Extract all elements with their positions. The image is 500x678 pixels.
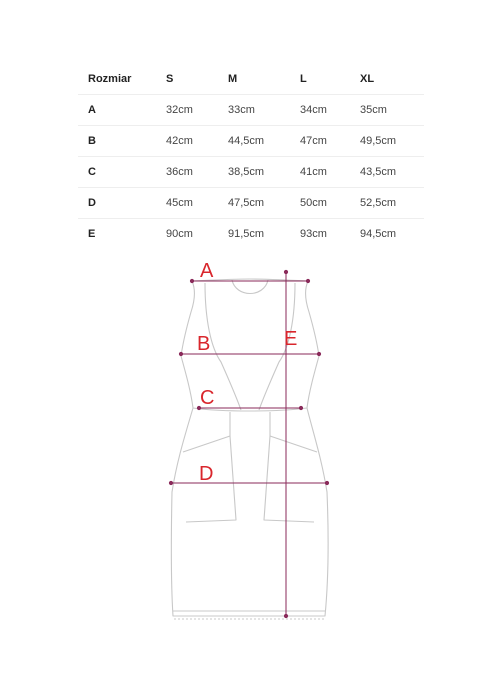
table-cell: 94,5cm [360,228,397,240]
row-label: A [78,95,156,126]
table-cell: 33cm [218,95,290,126]
table-cell: 34cm [290,95,350,126]
table-cell: 93cm [300,228,327,240]
label-b: B [197,333,211,355]
table-cell: 45cm [156,188,218,219]
table-cell: 91,5cm [228,228,265,240]
table-cell: 52,5cm [350,188,424,219]
table-cell: 35cm [350,95,424,126]
table-cell: 90cm [166,228,193,240]
table-cell: 41cm [290,157,350,188]
measurement-lines [169,270,328,617]
header-s: S [156,64,218,95]
row-label: D [78,188,156,219]
header-l: L [290,64,350,95]
table-cell: 44,5cm [218,126,290,157]
label-e: E [284,328,298,350]
dress-outline [171,279,328,619]
right-pocket [264,436,317,522]
header-xl: XL [350,64,424,95]
neck-curve [232,280,268,294]
row-label: E [88,228,96,240]
label-a: A [200,260,214,282]
table-cell: 43,5cm [350,157,424,188]
table-cell: 36cm [156,157,218,188]
table-cell: 49,5cm [350,126,424,157]
label-c: C [200,387,215,409]
table-cell: 38,5cm [218,157,290,188]
row-label: B [78,126,156,157]
table-cell: 47,5cm [218,188,290,219]
header-rozmiar: Rozmiar [78,64,156,95]
label-d: D [199,463,214,485]
row-label: C [78,157,156,188]
table-cell: 32cm [156,95,218,126]
table-cell: 47cm [290,126,350,157]
table-cell: 42cm [156,126,218,157]
header-m: M [218,64,290,95]
table-cell: 50cm [290,188,350,219]
